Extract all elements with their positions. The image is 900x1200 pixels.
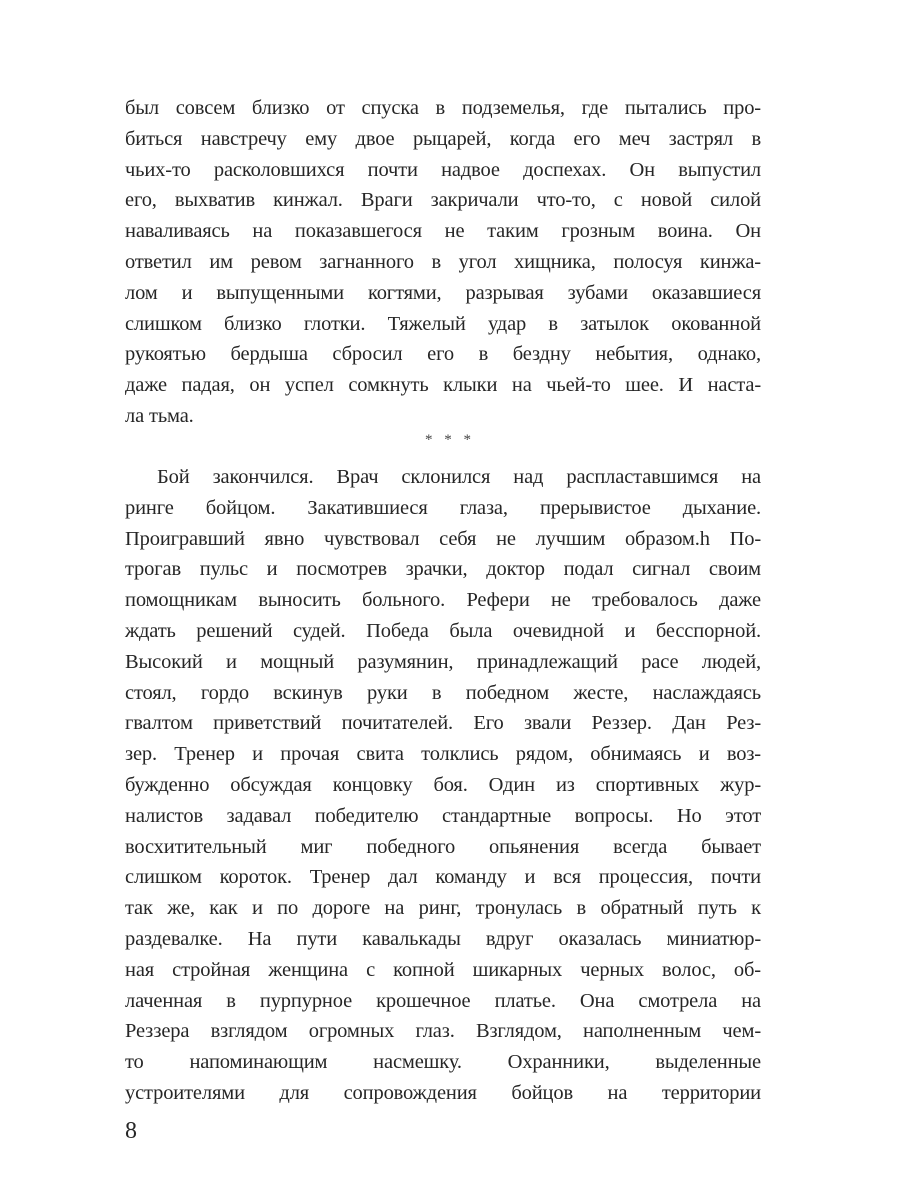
text-line: то напоминающим насмешку. Охранники, выделенные <box>125 1051 761 1074</box>
text-line: раздевалке. На пути кавалькады вдруг оказалась миниатюр- <box>125 927 761 950</box>
text-line: лом и выпущенными когтями, разрывая зубами оказавшиеся <box>125 281 761 304</box>
text-line: был совсем близко от спуска в подземелья, где пытались про- <box>125 97 761 119</box>
text-line: Проигравший явно чувствовал себя не лучшим образом.h По- <box>125 527 761 550</box>
section-separator: * * * <box>425 432 475 448</box>
text-line: бужденно обсуждая концовку боя. Один из спортивных жур- <box>125 773 761 796</box>
text-line: устроителями для сопровождения бойцов на территории <box>125 1081 761 1104</box>
text-line: ответил им ревом загнанного в угол хищника, полосуя кинжа- <box>125 250 761 273</box>
text-line: наваливаясь на показавшегося не таким грозным воина. Он <box>125 220 761 243</box>
text-line: слишком короток. Тренер дал команду и вся процессия, почти <box>125 866 761 889</box>
text-line: лаченная в пурпурное крошечное платье. Она смотрела на <box>125 989 761 1012</box>
text-line: Высокий и мощный разумянин, принадлежащий расе людей, <box>125 650 761 673</box>
page-number: 8 <box>125 1118 137 1144</box>
text-line: Бой закончился. Врач склонился над распластавшимся на <box>157 466 761 488</box>
paragraph-1 <box>125 93 761 432</box>
text-line: гвалтом приветствий почитателей. Его звали Реззер. Дан Рез- <box>125 712 761 735</box>
text-line: ринге бойцом. Закатившиеся глаза, прерывистое дыхание. <box>125 496 761 519</box>
text-line: помощникам выносить больного. Рефери не требовалось даже <box>125 589 761 612</box>
text-line: чьих-то расколовшихся почти надвое доспехах. Он выпустил <box>125 158 761 181</box>
text-line: трогав пульс и посмотрев зрачки, доктор подал сигнал своим <box>125 558 761 581</box>
text-line: налистов задавал победителю стандартные вопросы. Но этот <box>125 804 761 827</box>
paragraph-2 <box>125 462 761 1109</box>
text-line: так же, как и по дороге на ринг, тронулась в обратный путь к <box>125 897 761 920</box>
text-line: биться навстречу ему двое рыцарей, когда его меч застрял в <box>125 127 761 150</box>
text-line: восхитительный миг победного опьянения всегда бывает <box>125 835 761 858</box>
text-line: стоял, гордо вскинув руки в победном жесте, наслаждаясь <box>125 681 761 704</box>
text-line: даже падая, он успел сомкнуть клыки на чьей-то шее. И наста- <box>125 374 761 397</box>
text-line: ная стройная женщина с копной шикарных черных волос, об- <box>125 958 761 981</box>
text-line: ждать решений судей. Победа была очевидной и бесспорной. <box>125 619 761 642</box>
text-line: рукоятью бердыша сбросил его в бездну небытия, однако, <box>125 343 761 366</box>
text-line: его, выхватив кинжал. Враги закричали что-то, с новой силой <box>125 189 761 212</box>
text-line: Реззера взглядом огромных глаз. Взглядом, наполненным чем- <box>125 1020 761 1043</box>
text-line: зер. Тренер и прочая свита толклись рядом, обнимаясь и воз- <box>125 743 761 766</box>
text-line: ла тьма. <box>125 404 194 427</box>
text-line: слишком близко глотки. Тяжелый удар в затылок окованной <box>125 312 761 335</box>
